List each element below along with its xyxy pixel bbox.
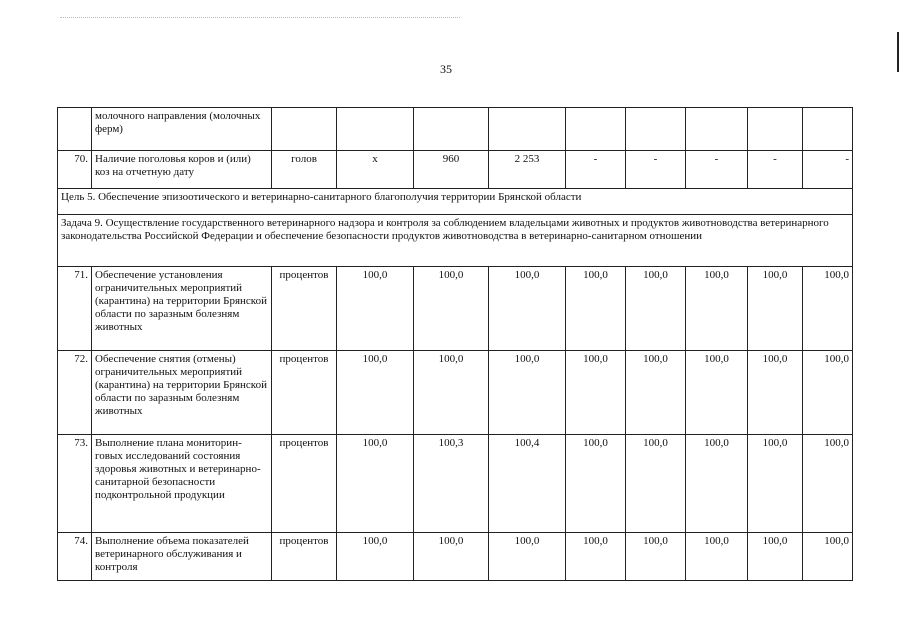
unit: голов: [272, 151, 337, 189]
indicator-name: Выполнение объема показателей ветеринарного обслуживания и контроля: [92, 533, 272, 581]
table-row: [58, 108, 853, 151]
value-cell: 100,0: [626, 533, 686, 581]
value-cell: -: [686, 151, 748, 189]
value-cell: 100,3: [414, 435, 489, 533]
table-row: [58, 533, 853, 581]
table-row: [58, 351, 853, 435]
value-cell: 100,0: [686, 351, 748, 435]
value-cell: 100,0: [566, 351, 626, 435]
indicator-name: Обеспечение снятия (отмены) ограничительных мероприятий (карантина) на территории Брянской области по заразным болезням животных: [92, 351, 272, 435]
indicator-name: Наличие поголовья коров и (или) коз на отчетную дату: [92, 151, 272, 189]
value-cell: 100,0: [414, 267, 489, 351]
value-cell: 100,0: [803, 435, 853, 533]
value-cell: 100,0: [337, 351, 414, 435]
value-cell: 100,0: [803, 351, 853, 435]
value-cell: 960: [414, 151, 489, 189]
table-row: [58, 151, 853, 189]
value-cell: 100,0: [626, 267, 686, 351]
value-cell: 100,0: [626, 351, 686, 435]
table-row: [58, 267, 853, 351]
value-cell: 100,0: [803, 267, 853, 351]
value-cell: -: [748, 151, 803, 189]
value-cell: 100,0: [489, 351, 566, 435]
table-row: [58, 215, 853, 267]
value-cell: 100,4: [489, 435, 566, 533]
value-cell: -: [566, 151, 626, 189]
value-cell: 100,0: [566, 533, 626, 581]
indicator-name: Обеспечение установления ограничительных мероприятий (карантина) на территории Брянской области по заразным болезням животных: [92, 267, 272, 351]
value-cell: 100,0: [748, 533, 803, 581]
value-cell: 100,0: [626, 435, 686, 533]
value-cell: 100,0: [686, 533, 748, 581]
value-cell: 100,0: [337, 435, 414, 533]
row-number: 74.: [58, 533, 92, 581]
value-cell: 100,0: [748, 435, 803, 533]
value-cell: 100,0: [414, 533, 489, 581]
unit: процентов: [272, 351, 337, 435]
value-cell: х: [337, 151, 414, 189]
indicator-name: Выполнение плана мониторин-говых исследований состояния здоровья животных и ветеринарно-санитарной безопасности подконтрольной продукции: [92, 435, 272, 533]
row-number: 70.: [58, 151, 92, 189]
value-cell: 100,0: [748, 267, 803, 351]
scan-edge-mark: [897, 32, 899, 72]
value-cell: 100,0: [686, 435, 748, 533]
unit: процентов: [272, 533, 337, 581]
value-cell: 100,0: [686, 267, 748, 351]
goal-heading: Цель 5. Обеспечение эпизоотического и ветеринарно-санитарного благополучия территории Брянской области: [58, 189, 853, 215]
value-cell: 100,0: [337, 267, 414, 351]
indicators-table: [57, 107, 853, 581]
value-cell: -: [803, 151, 853, 189]
value-cell: 100,0: [414, 351, 489, 435]
row-number: 71.: [58, 267, 92, 351]
value-cell: 2 253: [489, 151, 566, 189]
table-row: [58, 435, 853, 533]
indicator-name: молочного направления (молочных ферм): [92, 108, 272, 151]
table-row: [58, 189, 853, 215]
value-cell: 100,0: [748, 351, 803, 435]
value-cell: -: [626, 151, 686, 189]
value-cell: 100,0: [337, 533, 414, 581]
task-heading: Задача 9. Осуществление государственного ветеринарного надзора и контроля за соблюдением владельцами животных и продуктов животноводства ветеринарного законодательства Российской Федерации и обеспечение безопасности продуктов животноводства в ветеринарно-санитарном отношении: [58, 215, 853, 267]
row-number: 73.: [58, 435, 92, 533]
unit: процентов: [272, 435, 337, 533]
page-number: 35: [440, 62, 452, 76]
value-cell: 100,0: [566, 267, 626, 351]
value-cell: 100,0: [566, 435, 626, 533]
row-number: 72.: [58, 351, 92, 435]
unit: процентов: [272, 267, 337, 351]
row-number-cell: [58, 108, 92, 151]
value-cell: 100,0: [803, 533, 853, 581]
scan-artifact: [60, 17, 460, 19]
value-cell: 100,0: [489, 267, 566, 351]
value-cell: 100,0: [489, 533, 566, 581]
